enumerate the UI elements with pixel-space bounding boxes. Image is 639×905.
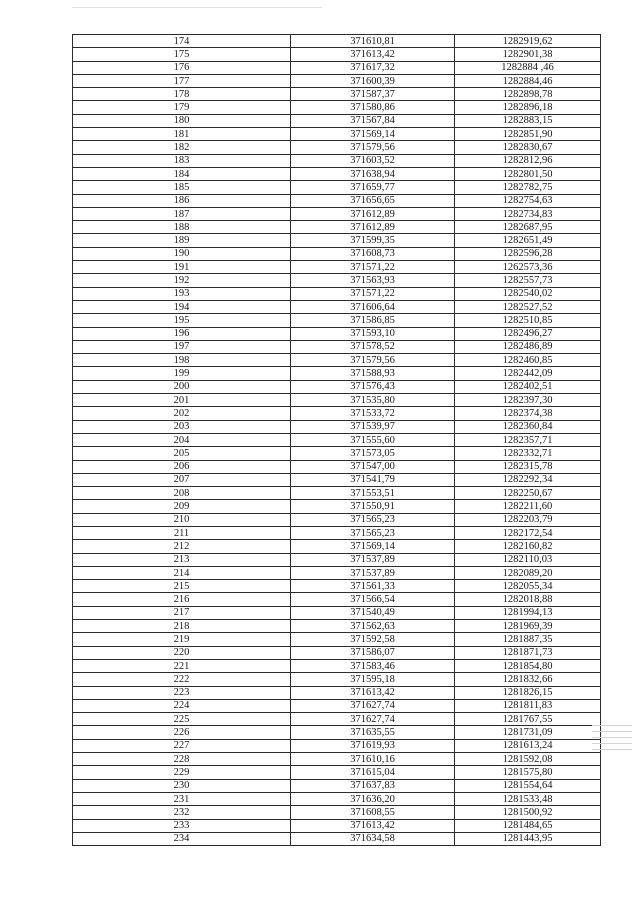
table-row	[73, 128, 601, 141]
y-coordinate-cell: 1281500,92	[455, 806, 601, 819]
point-number-cell: 192	[73, 274, 291, 287]
table-row	[73, 167, 601, 180]
y-coordinate-cell: 1281767,55	[455, 713, 601, 726]
table-row	[73, 447, 601, 460]
table-row	[73, 500, 601, 513]
table-row	[73, 819, 601, 832]
table-row	[73, 526, 601, 539]
x-coordinate-cell: 371555,60	[291, 433, 455, 446]
point-number-cell: 174	[73, 35, 291, 48]
x-coordinate-cell: 371586,85	[291, 314, 455, 327]
table-row	[73, 221, 601, 234]
point-number-cell: 179	[73, 101, 291, 114]
point-number-cell: 207	[73, 473, 291, 486]
y-coordinate-cell: 1282801,50	[455, 167, 601, 180]
y-coordinate-cell: 1281969,39	[455, 620, 601, 633]
x-coordinate-cell: 371533,72	[291, 407, 455, 420]
y-coordinate-cell: 1282332,71	[455, 447, 601, 460]
coordinates-table-body	[73, 35, 601, 846]
point-number-cell: 187	[73, 207, 291, 220]
point-number-cell: 205	[73, 447, 291, 460]
x-coordinate-cell: 371566,54	[291, 593, 455, 606]
x-coordinate-cell: 371540,49	[291, 606, 455, 619]
point-number-cell: 215	[73, 580, 291, 593]
table-row	[73, 274, 601, 287]
y-coordinate-cell: 1282754,63	[455, 194, 601, 207]
table-row	[73, 181, 601, 194]
x-coordinate-cell: 371606,64	[291, 300, 455, 313]
y-coordinate-cell: 1282357,71	[455, 433, 601, 446]
x-coordinate-cell: 371583,46	[291, 659, 455, 672]
table-row	[73, 247, 601, 260]
table-row	[73, 487, 601, 500]
table-row	[73, 101, 601, 114]
y-coordinate-cell: 1281575,80	[455, 766, 601, 779]
table-row	[73, 646, 601, 659]
point-number-cell: 177	[73, 74, 291, 87]
x-coordinate-cell: 371634,58	[291, 832, 455, 845]
table-row	[73, 566, 601, 579]
y-coordinate-cell: 1282883,15	[455, 114, 601, 127]
x-coordinate-cell: 371588,93	[291, 367, 455, 380]
table-row	[73, 407, 601, 420]
point-number-cell: 194	[73, 300, 291, 313]
point-number-cell: 224	[73, 699, 291, 712]
table-row	[73, 340, 601, 353]
point-number-cell: 232	[73, 806, 291, 819]
x-coordinate-cell: 371613,42	[291, 819, 455, 832]
table-row	[73, 300, 601, 313]
point-number-cell: 185	[73, 181, 291, 194]
point-number-cell: 219	[73, 633, 291, 646]
header-rule	[72, 7, 322, 8]
table-row	[73, 327, 601, 340]
x-coordinate-cell: 371539,97	[291, 420, 455, 433]
y-coordinate-cell: 1282898,78	[455, 88, 601, 101]
point-number-cell: 197	[73, 340, 291, 353]
table-row	[73, 779, 601, 792]
y-coordinate-cell: 1282884,46	[455, 74, 601, 87]
y-coordinate-cell: 1282160,82	[455, 540, 601, 553]
x-coordinate-cell: 371547,00	[291, 460, 455, 473]
y-coordinate-cell: 1282486,89	[455, 340, 601, 353]
y-coordinate-cell: 1281854,80	[455, 659, 601, 672]
point-number-cell: 184	[73, 167, 291, 180]
point-number-cell: 228	[73, 753, 291, 766]
table-row	[73, 88, 601, 101]
x-coordinate-cell: 371587,37	[291, 88, 455, 101]
x-coordinate-cell: 371569,14	[291, 540, 455, 553]
point-number-cell: 208	[73, 487, 291, 500]
point-number-cell: 195	[73, 314, 291, 327]
point-number-cell: 223	[73, 686, 291, 699]
table-row	[73, 114, 601, 127]
x-coordinate-cell: 371553,51	[291, 487, 455, 500]
x-coordinate-cell: 371571,22	[291, 287, 455, 300]
point-number-cell: 200	[73, 380, 291, 393]
point-number-cell: 218	[73, 620, 291, 633]
x-coordinate-cell: 371600,39	[291, 74, 455, 87]
table-row	[73, 540, 601, 553]
point-number-cell: 201	[73, 394, 291, 407]
x-coordinate-cell: 371571,22	[291, 261, 455, 274]
table-row	[73, 154, 601, 167]
y-coordinate-cell: 1281533,48	[455, 792, 601, 805]
table-row	[73, 832, 601, 845]
y-coordinate-cell: 1282851,90	[455, 128, 601, 141]
x-coordinate-cell: 371619,93	[291, 739, 455, 752]
x-coordinate-cell: 371593,10	[291, 327, 455, 340]
y-coordinate-cell: 1282018,88	[455, 593, 601, 606]
table-row	[73, 620, 601, 633]
table-row	[73, 380, 601, 393]
x-coordinate-cell: 371565,23	[291, 513, 455, 526]
table-row	[73, 207, 601, 220]
y-coordinate-cell: 1281832,66	[455, 673, 601, 686]
x-coordinate-cell: 371610,16	[291, 753, 455, 766]
table-row	[73, 48, 601, 61]
x-coordinate-cell: 371595,18	[291, 673, 455, 686]
point-number-cell: 181	[73, 128, 291, 141]
point-number-cell: 216	[73, 593, 291, 606]
table-row	[73, 806, 601, 819]
x-coordinate-cell: 371610,81	[291, 35, 455, 48]
y-coordinate-cell: 1281554,64	[455, 779, 601, 792]
coordinates-table	[72, 34, 601, 846]
table-row	[73, 394, 601, 407]
x-coordinate-cell: 371535,80	[291, 394, 455, 407]
point-number-cell: 229	[73, 766, 291, 779]
point-number-cell: 180	[73, 114, 291, 127]
x-coordinate-cell: 371592,58	[291, 633, 455, 646]
y-coordinate-cell: 1282360,84	[455, 420, 601, 433]
y-coordinate-cell: 1282292,34	[455, 473, 601, 486]
table-row	[73, 633, 601, 646]
y-coordinate-cell: 1282734,83	[455, 207, 601, 220]
table-row	[73, 699, 601, 712]
table-row	[73, 35, 601, 48]
point-number-cell: 212	[73, 540, 291, 553]
x-coordinate-cell: 371608,73	[291, 247, 455, 260]
y-coordinate-cell: 1281443,95	[455, 832, 601, 845]
y-coordinate-cell: 1281613,24	[455, 739, 601, 752]
y-coordinate-cell: 1281484,65	[455, 819, 601, 832]
table-row	[73, 61, 601, 74]
x-coordinate-cell: 371567,84	[291, 114, 455, 127]
point-number-cell: 214	[73, 566, 291, 579]
y-coordinate-cell: 1282211,60	[455, 500, 601, 513]
y-coordinate-cell: 1282397,30	[455, 394, 601, 407]
y-coordinate-cell: 1281826,15	[455, 686, 601, 699]
point-number-cell: 209	[73, 500, 291, 513]
x-coordinate-cell: 371613,42	[291, 686, 455, 699]
x-coordinate-cell: 371638,94	[291, 167, 455, 180]
y-coordinate-cell: 1282250,67	[455, 487, 601, 500]
point-number-cell: 186	[73, 194, 291, 207]
x-coordinate-cell: 371612,89	[291, 207, 455, 220]
y-coordinate-cell: 1282402,51	[455, 380, 601, 393]
table-row	[73, 606, 601, 619]
table-row	[73, 261, 601, 274]
y-coordinate-cell: 1282527,52	[455, 300, 601, 313]
x-coordinate-cell: 371636,20	[291, 792, 455, 805]
x-coordinate-cell: 371550,91	[291, 500, 455, 513]
y-coordinate-cell: 1281592,08	[455, 753, 601, 766]
x-coordinate-cell: 371617,32	[291, 61, 455, 74]
point-number-cell: 204	[73, 433, 291, 446]
point-number-cell: 191	[73, 261, 291, 274]
x-coordinate-cell: 371537,89	[291, 553, 455, 566]
y-coordinate-cell: 1282884 ,46	[455, 61, 601, 74]
point-number-cell: 213	[73, 553, 291, 566]
table-row	[73, 673, 601, 686]
table-row	[73, 433, 601, 446]
table-row	[73, 792, 601, 805]
point-number-cell: 230	[73, 779, 291, 792]
point-number-cell: 198	[73, 354, 291, 367]
point-number-cell: 188	[73, 221, 291, 234]
y-coordinate-cell: 1282782,75	[455, 181, 601, 194]
table-row	[73, 460, 601, 473]
y-coordinate-cell: 1282540,02	[455, 287, 601, 300]
point-number-cell: 226	[73, 726, 291, 739]
y-coordinate-cell: 1282315,78	[455, 460, 601, 473]
x-coordinate-cell: 371563,93	[291, 274, 455, 287]
table-row	[73, 473, 601, 486]
table-row	[73, 234, 601, 247]
point-number-cell: 182	[73, 141, 291, 154]
y-coordinate-cell: 1282089,20	[455, 566, 601, 579]
x-coordinate-cell: 371635,55	[291, 726, 455, 739]
y-coordinate-cell: 1262573,36	[455, 261, 601, 274]
y-coordinate-cell: 1282919,62	[455, 35, 601, 48]
y-coordinate-cell: 1282812,96	[455, 154, 601, 167]
y-coordinate-cell: 1281871,73	[455, 646, 601, 659]
x-coordinate-cell: 371627,74	[291, 713, 455, 726]
table-row	[73, 194, 601, 207]
table-row	[73, 314, 601, 327]
x-coordinate-cell: 371627,74	[291, 699, 455, 712]
x-coordinate-cell: 371599,35	[291, 234, 455, 247]
x-coordinate-cell: 371578,52	[291, 340, 455, 353]
x-coordinate-cell: 371656,65	[291, 194, 455, 207]
y-coordinate-cell: 1282110,03	[455, 553, 601, 566]
x-coordinate-cell: 371615,04	[291, 766, 455, 779]
point-number-cell: 175	[73, 48, 291, 61]
point-number-cell: 233	[73, 819, 291, 832]
table-row	[73, 739, 601, 752]
y-coordinate-cell: 1282557,73	[455, 274, 601, 287]
table-row	[73, 593, 601, 606]
table-row	[73, 686, 601, 699]
table-row	[73, 726, 601, 739]
x-coordinate-cell: 371537,89	[291, 566, 455, 579]
x-coordinate-cell: 371569,14	[291, 128, 455, 141]
y-coordinate-cell: 1282172,54	[455, 526, 601, 539]
y-coordinate-cell: 1281731,09	[455, 726, 601, 739]
y-coordinate-cell: 1282901,38	[455, 48, 601, 61]
table-row	[73, 766, 601, 779]
point-number-cell: 217	[73, 606, 291, 619]
table-row	[73, 420, 601, 433]
point-number-cell: 220	[73, 646, 291, 659]
x-coordinate-cell: 371613,42	[291, 48, 455, 61]
x-coordinate-cell: 371579,56	[291, 141, 455, 154]
y-coordinate-cell: 1282596,28	[455, 247, 601, 260]
x-coordinate-cell: 371612,89	[291, 221, 455, 234]
x-coordinate-cell: 371561,33	[291, 580, 455, 593]
table-row	[73, 141, 601, 154]
x-coordinate-cell: 371565,23	[291, 526, 455, 539]
point-number-cell: 222	[73, 673, 291, 686]
point-number-cell: 206	[73, 460, 291, 473]
point-number-cell: 178	[73, 88, 291, 101]
point-number-cell: 210	[73, 513, 291, 526]
table-row	[73, 367, 601, 380]
point-number-cell: 189	[73, 234, 291, 247]
point-number-cell: 202	[73, 407, 291, 420]
point-number-cell: 234	[73, 832, 291, 845]
table-row	[73, 74, 601, 87]
x-coordinate-cell: 371637,83	[291, 779, 455, 792]
table-row	[73, 753, 601, 766]
table-row	[73, 580, 601, 593]
x-coordinate-cell: 371573,05	[291, 447, 455, 460]
table-row	[73, 553, 601, 566]
y-coordinate-cell: 1281887,35	[455, 633, 601, 646]
y-coordinate-cell: 1282496,27	[455, 327, 601, 340]
point-number-cell: 199	[73, 367, 291, 380]
point-number-cell: 183	[73, 154, 291, 167]
y-coordinate-cell: 1282896,18	[455, 101, 601, 114]
y-coordinate-cell: 1282651,49	[455, 234, 601, 247]
point-number-cell: 231	[73, 792, 291, 805]
point-number-cell: 227	[73, 739, 291, 752]
table-row	[73, 659, 601, 672]
point-number-cell: 211	[73, 526, 291, 539]
point-number-cell: 193	[73, 287, 291, 300]
table-row	[73, 354, 601, 367]
y-coordinate-cell: 1282460,85	[455, 354, 601, 367]
point-number-cell: 196	[73, 327, 291, 340]
y-coordinate-cell: 1282442,09	[455, 367, 601, 380]
y-coordinate-cell: 1282374,38	[455, 407, 601, 420]
x-coordinate-cell: 371576,43	[291, 380, 455, 393]
point-number-cell: 190	[73, 247, 291, 260]
y-coordinate-cell: 1282203,79	[455, 513, 601, 526]
x-coordinate-cell: 371586,07	[291, 646, 455, 659]
x-coordinate-cell: 371608,55	[291, 806, 455, 819]
x-coordinate-cell: 371603,52	[291, 154, 455, 167]
point-number-cell: 203	[73, 420, 291, 433]
y-coordinate-cell: 1282510,85	[455, 314, 601, 327]
point-number-cell: 176	[73, 61, 291, 74]
table-row	[73, 287, 601, 300]
x-coordinate-cell: 371659,77	[291, 181, 455, 194]
table-row	[73, 513, 601, 526]
y-coordinate-cell: 1282055,34	[455, 580, 601, 593]
x-coordinate-cell: 371580,86	[291, 101, 455, 114]
point-number-cell: 225	[73, 713, 291, 726]
x-coordinate-cell: 371541,79	[291, 473, 455, 486]
y-coordinate-cell: 1281811,83	[455, 699, 601, 712]
y-coordinate-cell: 1281994,13	[455, 606, 601, 619]
x-coordinate-cell: 371562,63	[291, 620, 455, 633]
point-number-cell: 221	[73, 659, 291, 672]
x-coordinate-cell: 371579,56	[291, 354, 455, 367]
y-coordinate-cell: 1282830,67	[455, 141, 601, 154]
table-row	[73, 713, 601, 726]
y-coordinate-cell: 1282687,95	[455, 221, 601, 234]
